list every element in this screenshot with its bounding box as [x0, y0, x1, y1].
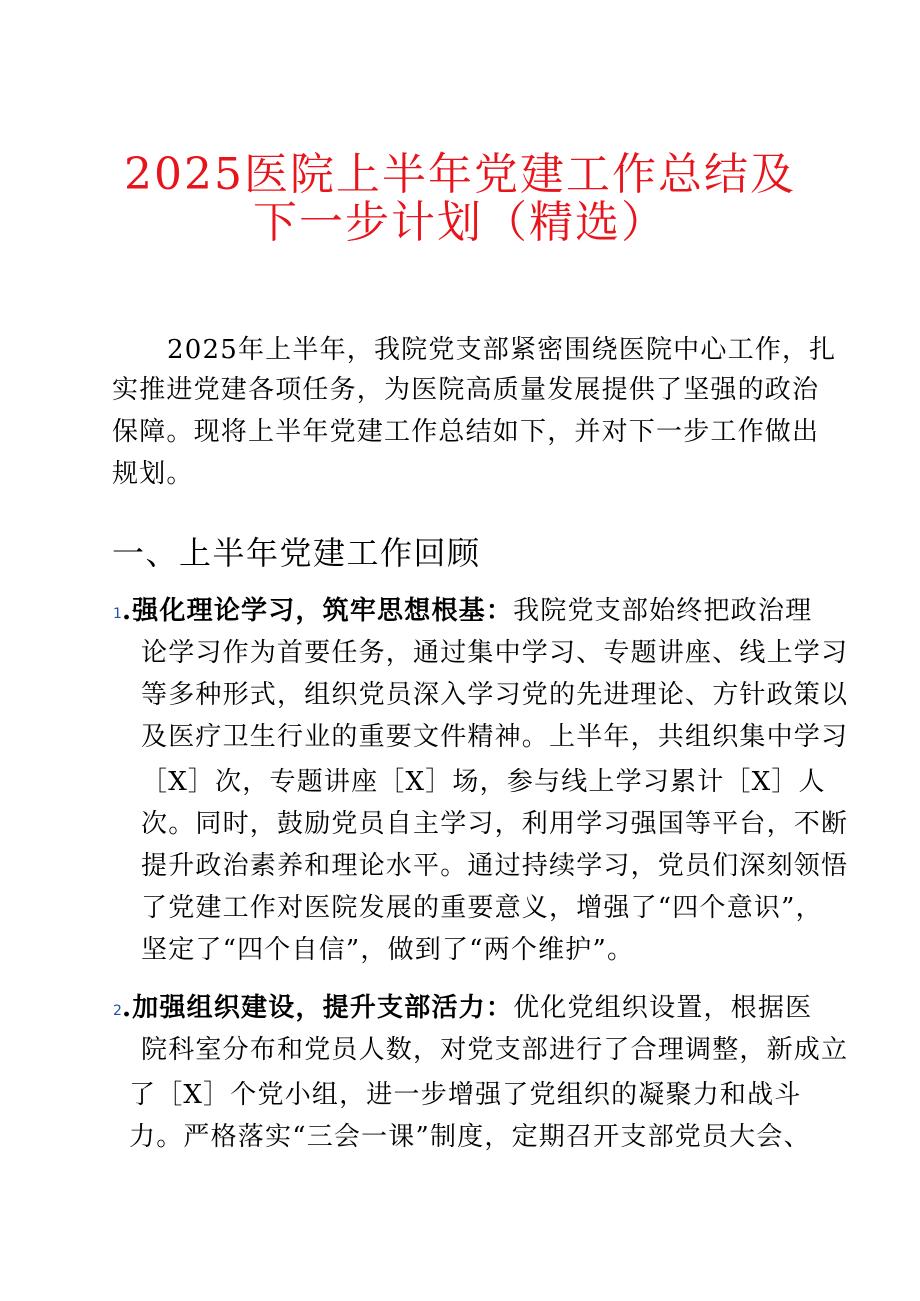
list-number-1: 1 — [113, 606, 122, 622]
list-number-2: 2 — [113, 1003, 122, 1019]
intro-line-4: 规划。 — [112, 459, 194, 489]
item2-line-1 — [122, 988, 812, 1028]
item1-line-6: 次。同时，鼓励党员自主学习，利用学习强国等平台，不断 — [141, 809, 849, 839]
item2-line-3: 了［X］个党小组，进一步增强了党组织的凝聚力和战斗 — [129, 1080, 802, 1110]
item1-line-4: 及医疗卫生行业的重要文件精神。上半年，共组织集中学习 — [141, 722, 849, 752]
item1-lead: .强化理论学习，筑牢思想根基： — [122, 596, 514, 626]
item1-line-7: 提升政治素养和理论水平。通过持续学习，党员们深刻领悟 — [141, 851, 849, 881]
intro-line-1: 2025年上半年，我院党支部紧密围绕医院中心工作，扎 — [167, 335, 837, 365]
item1-line-3: 等多种形式，组织党员深入学习党的先进理论、方针政策以 — [141, 680, 849, 710]
item2-first-text: 优化党组织设置，根据医 — [513, 993, 813, 1023]
intro-line-3: 保障。现将上半年党建工作总结如下，并对下一步工作做出 — [112, 417, 820, 447]
item2-lead: .加强组织建设，提升支部活力： — [122, 993, 514, 1023]
item2-line-2: 院科室分布和党员人数，对党支部进行了合理调整，新成立 — [141, 1035, 849, 1065]
document-title-line-1: 2025医院上半年党建工作总结及 — [124, 149, 796, 200]
item1-first-text: 我院党支部始终把政治理 — [513, 596, 813, 626]
item2-line-4: 力。严格落实“三会一课”制度，定期召开支部党员大会、 — [129, 1122, 811, 1152]
item1-line-9: 坚定了“四个自信”，做到了“两个维护”。 — [141, 935, 635, 965]
item1-line-8: 了党建工作对医院发展的重要意义，增强了“四个意识”， — [141, 893, 823, 923]
item1-line-1 — [122, 591, 812, 631]
section-heading: 一、上半年党建工作回顾 — [112, 534, 481, 572]
item1-line-2: 论学习作为首要任务，通过集中学习、专题讲座、线上学习 — [141, 638, 849, 668]
item1-line-5: ［X］次，专题讲座［X］场，参与线上学习累计［X］人 — [141, 767, 826, 797]
intro-line-2: 实推进党建各项任务，为医院高质量发展提供了坚强的政治 — [112, 375, 820, 405]
document-title-line-2: 下一步计划（精选） — [253, 197, 667, 248]
